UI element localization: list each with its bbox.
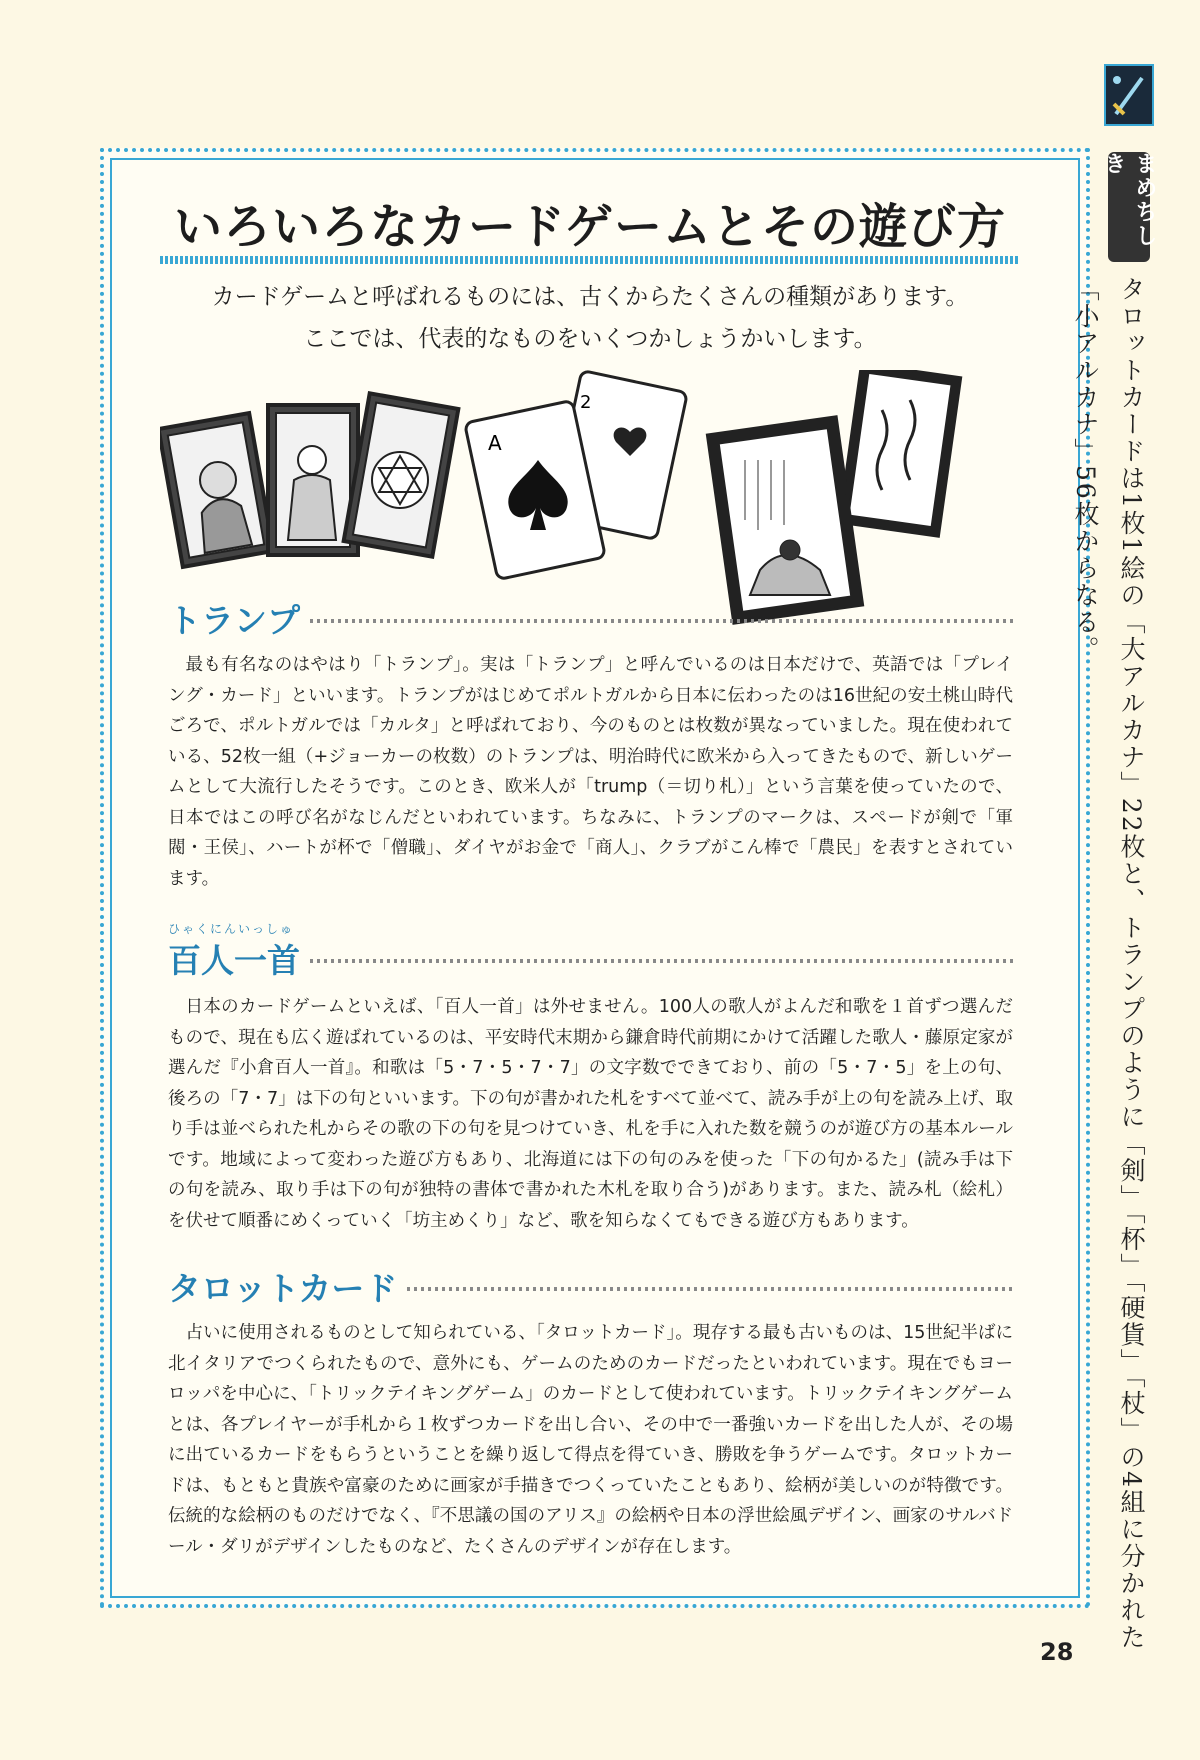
dotted-divider xyxy=(310,959,1013,963)
page-title: いろいろなカードゲームとその遊び方 xyxy=(173,199,1007,255)
sword-icon xyxy=(1104,64,1154,126)
intro-line-2: ここでは、代表的なものをいくつかしょうかいします。 xyxy=(303,326,877,352)
dotted-divider xyxy=(310,619,1013,623)
sidebar-tip-text: タロットカードは1枚1絵の「大アルカナ」22枚と、トランプのように「剣」「杯」「硬貨」「杖」の4組に分かれた「小アルカナ」56枚からなる。 xyxy=(1071,276,1146,1652)
section-header-hyakunin xyxy=(168,938,1013,978)
section-paragraph-trump: 最も有名なのはやはり「トランプ」。実は「トランプ」と呼んでいるのは日本だけで、英語では「プレイング・カード」といいます。トランプがはじめてポルトガルから日本に伝わったのは16世紀の安土桃山時代ごろで、ポルトガルでは「カルタ」と呼ばれており、今のものとは枚数が異なっていました。現在使われている、52枚一組（+ジョーカーの枚数）のトランプは、明治時代に欧米から入ってきたもので、新しいゲームとして大流行したそうです。このとき、欧米人が「trump（＝切り札）」という言葉を使っていたので、日本ではこの呼び名がなじんだといわれています。ちなみに、トランプのマークは、スペードが剣で「軍閥・王侯」、ハートが杯で「僧職」、ダイヤがお金で「商人」、クラブがこん棒で「農民」を表すとされています。 xyxy=(168,655,1013,889)
intro-line-1: カードゲームと呼ばれるものには、古くからたくさんの種類があります。 xyxy=(211,284,969,310)
intro-text xyxy=(160,276,1020,360)
tarot-cards-image xyxy=(160,393,458,567)
section-title-tarot: タロットカード xyxy=(168,1268,398,1308)
sidebar-tab: まめちしき xyxy=(1108,152,1150,262)
title-divider xyxy=(160,256,1020,264)
section-header-tarot xyxy=(168,1266,1013,1306)
page-number: 28 xyxy=(1040,1638,1074,1666)
dotted-divider xyxy=(407,1287,1013,1291)
section-title-hyakunin: 百人一首 xyxy=(168,940,300,980)
card-a-rank: A xyxy=(488,431,502,455)
section-title-trump: トランプ xyxy=(168,600,300,640)
section-paragraph-hyakunin: 日本のカードゲームといえば、「百人一首」は外せません。100人の歌人がよんだ和歌を１首ずつ選んだもので、現在も広く遊ばれているのは、平安時代末期から鎌倉時代前期にかけて活躍した歌人・藤原定家が選んだ『小倉百人一首』。和歌は「5・7・5・7・7」の文字数でできており、前の「5・7・5」を上の句、後ろの「7・7」は下の句といいます。下の句が書かれた札をすべて並べて、読み手が上の句を読み上げ、取り手は並べられた札からその歌の下の句を見つけていき、札を手に入れた数を競うのが遊び方の基本ルールです。地域によって変わった遊び方もあり、北海道には下の句のみを使った「下の句かるた」(読み手は下の句を読み、取り手は下の句が独特の書体で書かれた木札を取り合う)があります。また、読み札（絵札）を伏せて順番にめくっていく「坊主めくり」など、歌を知らなくてもできる遊び方もあります。 xyxy=(168,997,1013,1231)
section-ruby-hyakunin: ひゃくにんいっしゅ xyxy=(168,922,295,936)
card-2-rank: 2 xyxy=(580,392,592,413)
section-body-tarot xyxy=(168,1318,1013,1562)
playing-cards-image xyxy=(465,370,688,579)
section-body-trump xyxy=(168,650,1013,894)
section-header-trump xyxy=(168,598,1013,638)
section-body-hyakunin xyxy=(168,992,1013,1236)
hyakunin-isshu-cards-image xyxy=(707,370,960,623)
section-paragraph-tarot: 占いに使用されるものとして知られている、「タロットカード」。現存する最も古いものは、15世紀半ばに北イタリアでつくられたもので、意外にも、ゲームのためのカードだったといわれています。現在でもヨーロッパを中心に、「トリックテイキングゲーム」のカードとして使われています。トリックテイキングゲームとは、各プレイヤーが手札から１枚ずつカードを出し合い、その中で一番強いカードを出した人が、その場に出ているカードをもらうということを繰り返して得点を得ていき、勝敗を争うゲームです。タロットカードは、もともと貴族や富豪のために画家が手描きでつくっていたこともあり、絵柄が美しいのが特徴です。伝統的な絵柄のものだけでなく、『不思議の国のアリス』の絵柄や日本の浮世絵風デザイン、画家のサルバドール・ダリがデザインしたものなど、たくさんのデザインが存在します。 xyxy=(168,1323,1013,1557)
